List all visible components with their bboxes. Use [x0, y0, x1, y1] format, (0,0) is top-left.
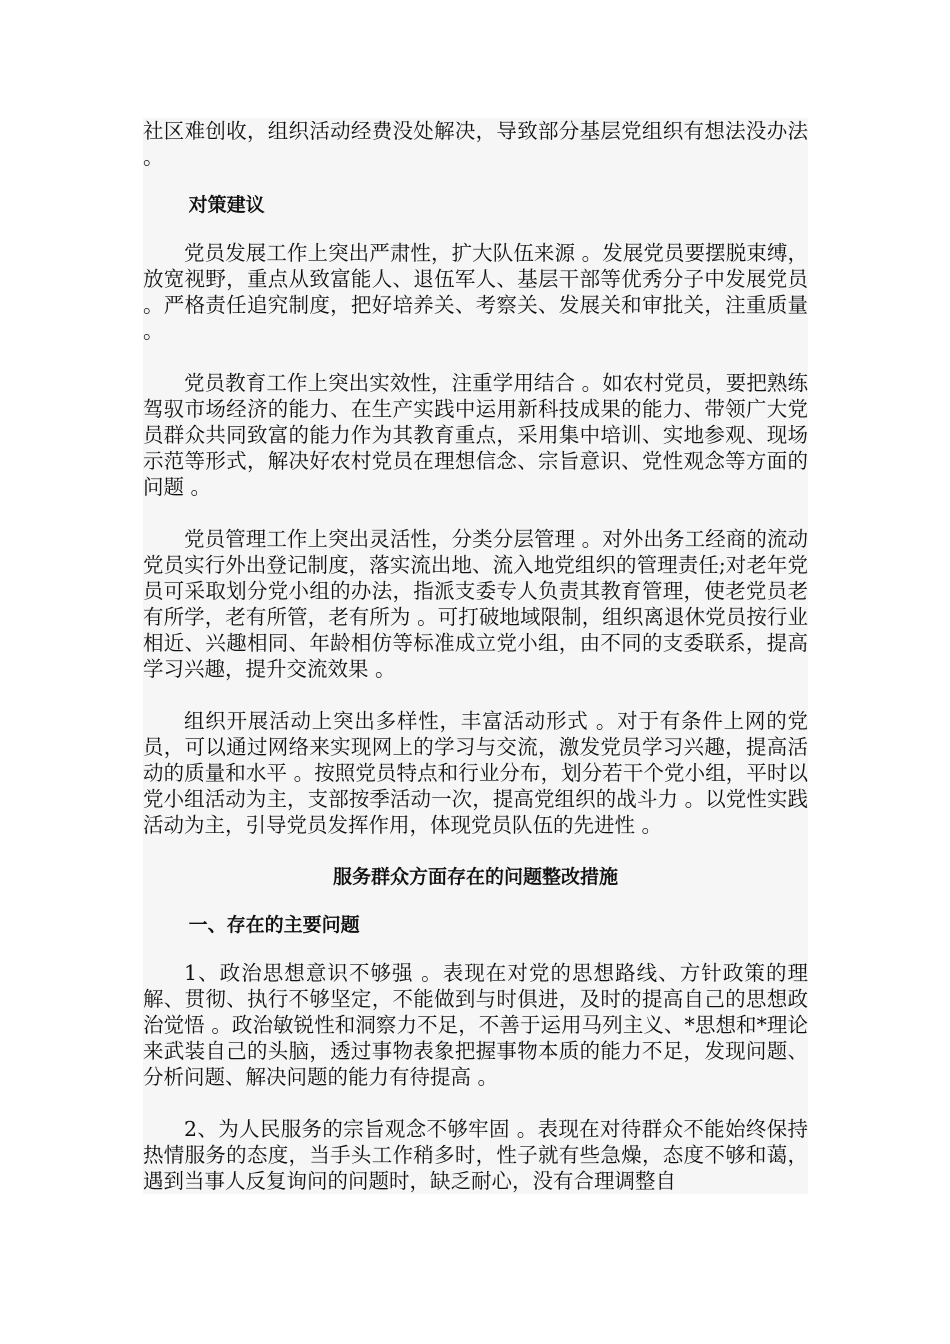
- suggestions-heading: 对策建议: [188, 194, 265, 216]
- education-paragraph: 党员教育工作上突出实效性，注重学用结合 。如农村党员，要把熟练驾驭市场经济的能力、在生产实践中运用新科技成果的能力、带领广大党员群众共同致富的能力作为其教育重点，采用集中培训、实地参观、现场示范等形式，解决好农村党员在理想信念、宗旨意识、党性观念等方面的问题 。: [143, 371, 808, 499]
- problem-1-paragraph: 1、政治思想意识不够强 。表现在对党的思想路线、方针政策的理解、贯彻、执行不够坚定，不能做到与时俱进，及时的提高自己的思想政治觉悟 。政治敏锐性和洞察力不足，不善于运用马列主义、*思想和*理论来武装自己的头脑，透过事物表象把握事物本质的能力不足，发现问题、分析问题、解决问题的能力有待提高 。: [143, 961, 808, 1089]
- document-body: [143, 118, 808, 1194]
- intro-tail-paragraph: 社区难创收，组织活动经费没处解决，导致部分基层党组织有想法没办法 。: [143, 119, 808, 169]
- problem-2-paragraph: 2、为人民服务的宗旨观念不够牢固 。表现在对待群众不能始终保持热情服务的态度，当手头工作稍多时，性子就有些急燥，态度不够和蔼，遇到当事人反复询问的问题时，缺乏耐心，没有合理调整自: [143, 1117, 808, 1193]
- development-paragraph: 党员发展工作上突出严肃性，扩大队伍来源 。发展党员要摆脱束缚，放宽视野，重点从致富能人、退伍军人、基层干部等优秀分子中发展党员 。严格责任追究制度，把好培养关、考察关、发展关和审批关，注重质量 。: [143, 241, 808, 343]
- management-paragraph: 党员管理工作上突出灵活性，分类分层管理 。对外出务工经商的流动党员实行外出登记制度，落实流出地、流入地党组织的管理责任;对老年党员可采取划分党小组的办法，指派支委专人负责其教育管理，使老党员老有所学，老有所管，老有所为 。可打破地域限制，组织离退休党员按行业相近、兴趣相同、年龄相仿等标准成立党小组，由不同的支委联系，提高学习兴趣，提升交流效果 。: [143, 527, 808, 681]
- activities-paragraph: 组织开展活动上突出多样性，丰富活动形式 。对于有条件上网的党员，可以通过网络来实现网上的学习与交流，激发党员学习兴趣，提高活动的质量和水平 。按照党员特点和行业分布，划分若干个党小组，平时以党小组活动为主，支部按季活动一次，提高党组织的战斗力 。以党性实践活动为主，引导党员发挥作用，体现党员队伍的先进性 。: [143, 709, 808, 837]
- section-title: 服务群众方面存在的问题整改措施: [332, 866, 618, 888]
- problems-heading: 一、存在的主要问题: [188, 914, 360, 936]
